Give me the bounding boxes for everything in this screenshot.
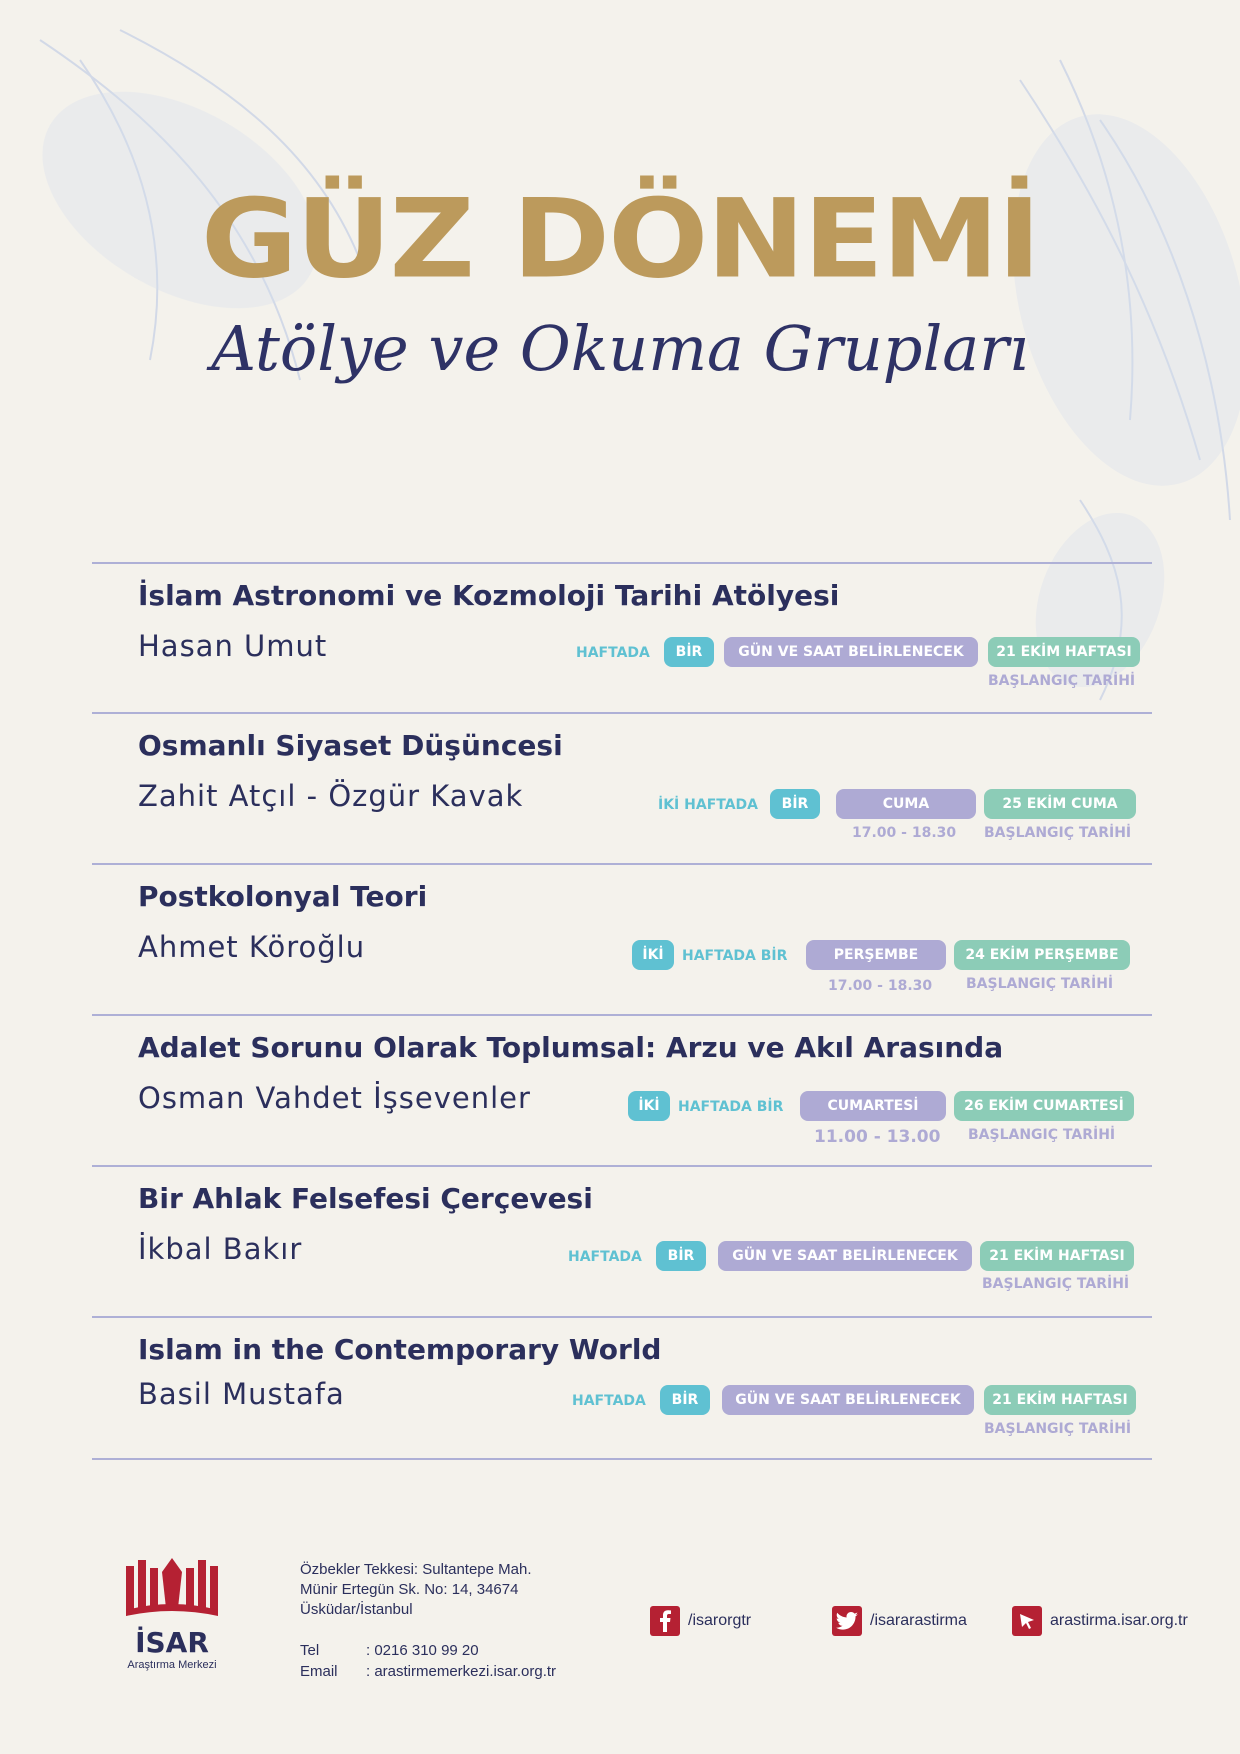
logo-name: İSAR <box>135 1626 209 1659</box>
frequency-badge: İKİ <box>632 940 674 970</box>
course-item <box>0 1170 1240 1320</box>
frequency-text: HAFTADA BİR <box>678 1099 784 1115</box>
facebook-handle[interactable]: /isarorgtr <box>688 1612 752 1629</box>
course-title: Bir Ahlak Felsefesi Çerçevesi <box>138 1182 593 1215</box>
course-instructor: Ahmet Köroğlu <box>138 930 366 964</box>
start-date-badge: 25 EKİM CUMA <box>984 789 1136 819</box>
course-instructor: Zahit Atçıl - Özgür Kavak <box>138 779 524 813</box>
schedule-badge: GÜN VE SAAT BELİRLENECEK <box>724 637 978 667</box>
frequency-badge: BİR <box>664 637 714 667</box>
start-date-badge: 24 EKİM PERŞEMBE <box>954 940 1130 970</box>
schedule-time: 11.00 - 13.00 <box>814 1127 941 1147</box>
course-instructor: Osman Vahdet İşsevenler <box>138 1081 531 1115</box>
facebook-icon <box>650 1606 680 1636</box>
frequency-text: HAFTADA <box>576 645 650 661</box>
start-date-label: BAŞLANGIÇ TARİHİ <box>988 673 1136 689</box>
twitter-icon <box>832 1606 862 1636</box>
course-title: İslam Astronomi ve Kozmoloji Tarihi Atölyesi <box>138 579 840 612</box>
start-date-badge: 21 EKİM HAFTASI <box>988 637 1140 667</box>
email-label: Email <box>300 1663 338 1680</box>
address-block <box>300 1560 532 1620</box>
start-date-label: BAŞLANGIÇ TARİHİ <box>982 1276 1130 1292</box>
logo-subtitle: Araştırma Merkezi <box>127 1659 217 1671</box>
course-instructor: İkbal Bakır <box>138 1232 303 1266</box>
address-line: Münir Ertegün Sk. No: 14, 34674 <box>300 1581 519 1598</box>
schedule-badge: CUMARTESİ <box>800 1091 946 1121</box>
schedule-badge: GÜN VE SAAT BELİRLENECEK <box>722 1385 974 1415</box>
tel-value[interactable]: : 0216 310 99 20 <box>366 1642 479 1659</box>
course-title: Osmanlı Siyaset Düşüncesi <box>138 729 563 762</box>
start-date-label: BAŞLANGIÇ TARİHİ <box>968 1127 1116 1143</box>
start-date-label: BAŞLANGIÇ TARİHİ <box>984 825 1132 841</box>
course-item <box>0 567 1240 717</box>
start-date-label: BAŞLANGIÇ TARİHİ <box>966 976 1114 992</box>
twitter-handle[interactable]: /isararastirma <box>870 1612 967 1629</box>
course-title: Adalet Sorunu Olarak Toplumsal: Arzu ve Akıl Arasında <box>138 1031 1004 1064</box>
frequency-badge: BİR <box>660 1385 710 1415</box>
frequency-text: HAFTADA BİR <box>682 948 788 964</box>
frequency-badge: İKİ <box>628 1091 670 1121</box>
cursor-icon <box>1012 1606 1042 1636</box>
course-title: Postkolonyal Teori <box>138 880 428 913</box>
page-subtitle: Atölye ve Okuma Grupları <box>211 312 1029 385</box>
frequency-badge: BİR <box>770 789 820 819</box>
address-line: Özbekler Tekkesi: Sultantepe Mah. <box>300 1561 532 1578</box>
frequency-text: HAFTADA <box>568 1249 642 1265</box>
contact-block <box>300 1640 556 1682</box>
website-url[interactable]: arastirma.isar.org.tr <box>1050 1612 1188 1629</box>
course-item <box>0 1321 1240 1471</box>
course-title: Islam in the Contemporary World <box>138 1333 662 1366</box>
start-date-badge: 21 EKİM HAFTASI <box>980 1241 1134 1271</box>
course-instructor: Hasan Umut <box>138 629 328 663</box>
schedule-badge: GÜN VE SAAT BELİRLENECEK <box>718 1241 972 1271</box>
frequency-text: İKİ HAFTADA <box>658 797 759 813</box>
course-item <box>0 1019 1240 1169</box>
course-item <box>0 717 1240 867</box>
schedule-badge: CUMA <box>836 789 976 819</box>
course-item <box>0 868 1240 1018</box>
page-title: GÜZ DÖNEMİ <box>200 175 1040 303</box>
frequency-badge: BİR <box>656 1241 706 1271</box>
start-date-badge: 26 EKİM CUMARTESİ <box>954 1091 1134 1121</box>
isar-logo <box>112 1550 232 1671</box>
divider <box>92 562 1152 564</box>
email-value[interactable]: : arastirmemerkezi.isar.org.tr <box>366 1663 557 1680</box>
schedule-badge: PERŞEMBE <box>806 940 946 970</box>
start-date-label: BAŞLANGIÇ TARİHİ <box>984 1421 1132 1437</box>
start-date-badge: 21 EKİM HAFTASI <box>984 1385 1136 1415</box>
frequency-text: HAFTADA <box>572 1393 646 1409</box>
facebook-link[interactable] <box>650 1606 751 1636</box>
website-link[interactable] <box>1012 1606 1188 1636</box>
book-logo-icon <box>112 1550 232 1620</box>
address-line: Üsküdar/İstanbul <box>300 1601 413 1618</box>
tel-label: Tel <box>300 1642 320 1659</box>
twitter-link[interactable] <box>832 1606 967 1636</box>
schedule-time: 17.00 - 18.30 <box>828 978 933 994</box>
course-instructor: Basil Mustafa <box>138 1377 345 1411</box>
schedule-time: 17.00 - 18.30 <box>852 825 957 841</box>
